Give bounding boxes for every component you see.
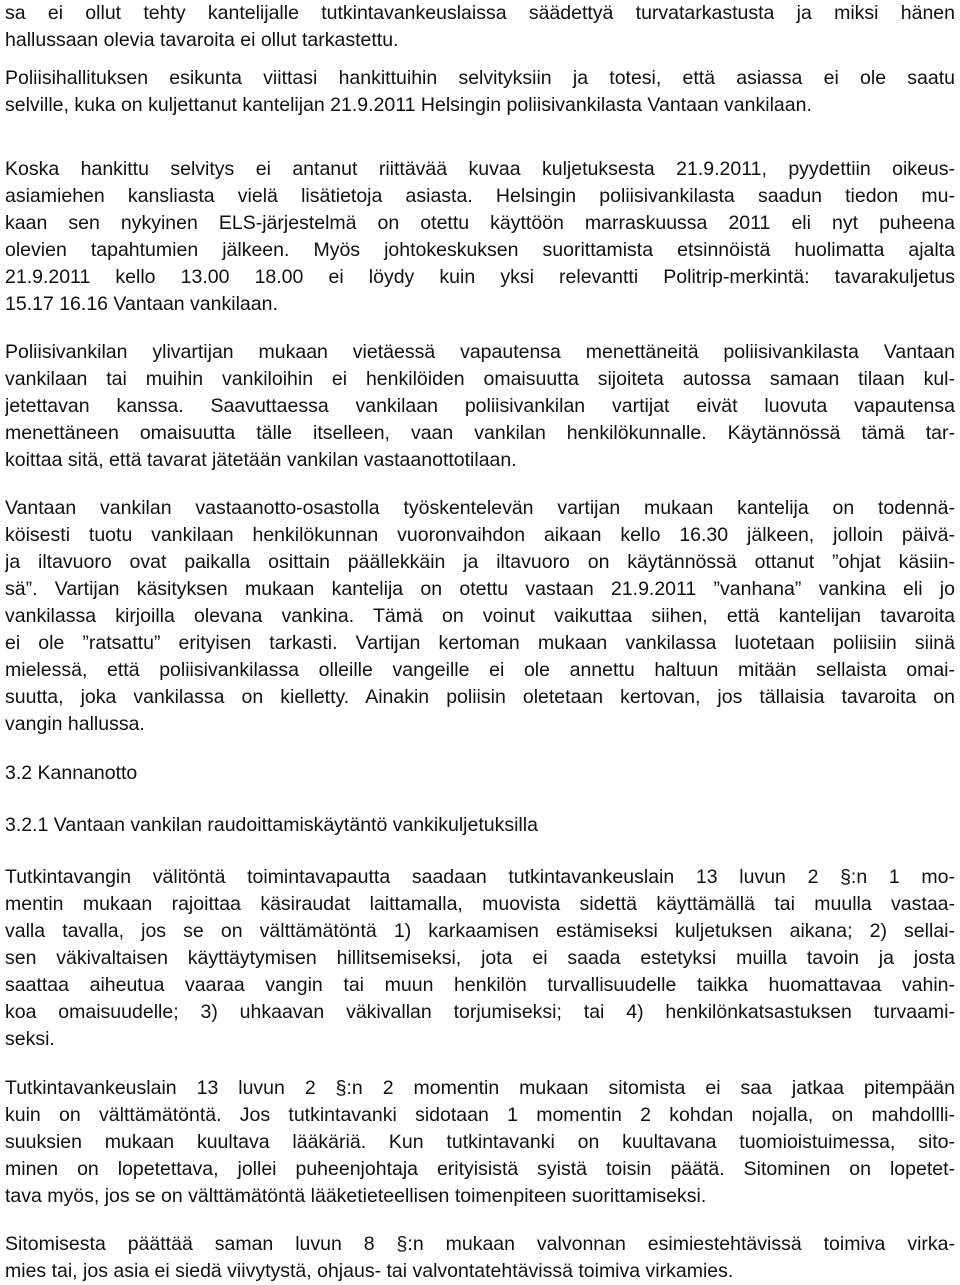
text-line: sen väkivaltaisen käyttäytymisen hillitsemiseksi, jota ei saada estetyksi muilla tavoin ja josta [5,947,955,969]
paragraph-senior-guard-account [5,339,955,474]
text-line: Koska hankittu selvitys ei antanut riittävää kuvaa kuljetuksesta 21.9.2011, pyydettiin oikeus- [5,158,955,180]
paragraph-inspection-note [5,0,955,54]
text-line: vankilaan tai muihin vankiloihin ei henkilöiden omaisuutta sijoiteta autossa samaan tilaan kul- [5,368,955,390]
text-line: hallussaan olevia tavaroita ei ollut tarkastettu. [5,29,399,51]
text-line: asiamiehen kansliasta vielä lisätietoja asiasta. Helsingin poliisivankilasta saadun tiedon mu- [5,185,955,207]
text-line: Tutkintavangin välitöntä toimintavapautta saadaan tutkintavankeuslain 13 luvun 2 §:n 1 mo- [5,866,955,888]
paragraph-vantaa-guard-account [5,495,955,738]
subsection-heading: 3.2.1 Vantaan vankilan raudoittamiskäytäntö vankikuljetuksilla [5,814,538,836]
paragraph-additional-inquiry [5,156,955,318]
text-line: ja iltavuoro ovat paikalla osittain päällekkäin ja iltavuoro on käytännössä ottanut ”ohjat käsiin- [5,551,955,573]
section-heading: 3.2 Kannanotto [5,762,138,784]
text-line: Tutkintavankeuslain 13 luvun 2 §:n 2 momentin mukaan sitomista ei saa jatkaa pitempään [5,1077,955,1099]
paragraph-police-board-statement [5,65,955,119]
text-line: Sitomisesta päättää saman luvun 8 §:n mukaan valvonnan esimiestehtävissä toimiva virka- [5,1233,955,1255]
text-line: tava myös, jos se on välttämätöntä lääketieteellisen toimenpiteen suorittamiseksi. [5,1185,707,1207]
paragraph-restraint-decision [5,1231,955,1285]
text-line: köisesti tuotu vankilaan henkilökunnan vuoronvaihdon aikaan kello 16.30 jälkeen, jolloin päivä- [5,524,955,546]
text-line: vankilassa kirjoilla olevana vankina. Tämä on voinut vaikuttaa siihen, että kantelijan tavaroita [5,605,955,627]
paragraph-restraint-law [5,864,955,1053]
text-line: mentin mukaan rajoittaa käsiraudat laittamalla, muovista sidettä käyttämällä tai muulla vastaa- [5,893,955,915]
text-line: mielessä, että poliisivankilassa olleille vangeille ei ole annettu haltuun mitään sellaista omai- [5,659,955,681]
text-line: Poliisivankilan ylivartijan mukaan vietäessä vapautensa menettäneitä poliisivankilasta Vantaan [5,341,955,363]
text-line: ei ole ”ratsattu” erityisen tarkasti. Vartijan kertoman mukaan vankilassa luotetaan poliisiin siinä [5,632,955,654]
text-line: minen on lopetettava, jollei puheenjohtaja erityisistä syistä toisin päätä. Sitominen on lopetet- [5,1158,955,1180]
text-line: Vantaan vankilan vastaanotto-osastolla työskentelevän vartijan mukaan kantelija on todennä- [5,497,955,519]
paragraph-restraint-duration [5,1075,955,1210]
text-line: suutta, joka vankilassa on kielletty. Ainakin poliisin oletetaan kertovan, jos tällaisia tavaroita on [5,686,955,708]
text-line: kaan sen nykyinen ELS-järjestelmä on otettu käyttöön marraskuussa 2011 eli nyt puheena [5,212,955,234]
text-line: suuksien mukaan kuultava lääkäriä. Kun tutkintavanki on kuultavana tuomioistuimessa, sito- [5,1131,955,1153]
text-line: sa ei ollut tehty kantelijalle tutkintavankeuslaissa säädettyä turvatarkastusta ja miksi hänen [5,2,955,24]
text-line: Poliisihallituksen esikunta viittasi hankittuihin selvityksiin ja totesi, että asiassa ei ole saatu [5,67,955,89]
text-line: 15.17 16.16 Vantaan vankilaan. [5,293,278,315]
text-line: olevien tapahtumien jälkeen. Myös johtokeskuksen suorittamista etsinnöistä huolimatta ajalta [5,239,955,261]
text-line: valla tavalla, jos se on välttämätöntä 1) karkaamisen estämiseksi kuljetuksen aikana; 2) sellai- [5,920,955,942]
text-line: kuin on välttämätöntä. Jos tutkintavanki sidotaan 1 momentin 2 kohdan nojalla, on mahdollli- [5,1104,955,1126]
text-line: koa omaisuudelle; 3) uhkaavan väkivallan torjumiseksi; tai 4) henkilönkatsastuksen turvaami- [5,1001,955,1023]
text-line: saattaa aiheutua vaaraa vangin tai muun henkilön turvallisuudelle taikka huomattavaa vahin- [5,974,955,996]
text-line: 21.9.2011 kello 13.00 18.00 ei löydy kuin yksi relevantti Politrip-merkintä: tavarakuljetus [5,266,955,288]
text-line: koittaa sitä, että tavarat jätetään vankilan vastaanottotilaan. [5,449,517,471]
text-line: sä”. Vartijan käsityksen mukaan kantelija on otettu vastaan 21.9.2011 ”vanhana” vankina eli jo [5,578,955,600]
text-line: jetettavan kanssa. Saavuttaessa vankilaan poliisivankilan vartijat eivät luovuta vapautensa [5,395,955,417]
text-line: seksi. [5,1028,55,1050]
text-line: selville, kuka on kuljettanut kantelijan 21.9.2011 Helsingin poliisivankilasta Vantaan vankilaan. [5,94,812,116]
text-line: mies tai, jos asia ei siedä viivytystä, ohjaus- tai valvontatehtävissä toimiva virkamies. [5,1260,734,1282]
text-line: menettäneen omaisuutta tälle itselleen, vaan vankilan henkilökunnalle. Käytännössä tämä tar- [5,422,955,444]
text-line: vangin hallussa. [5,713,145,735]
